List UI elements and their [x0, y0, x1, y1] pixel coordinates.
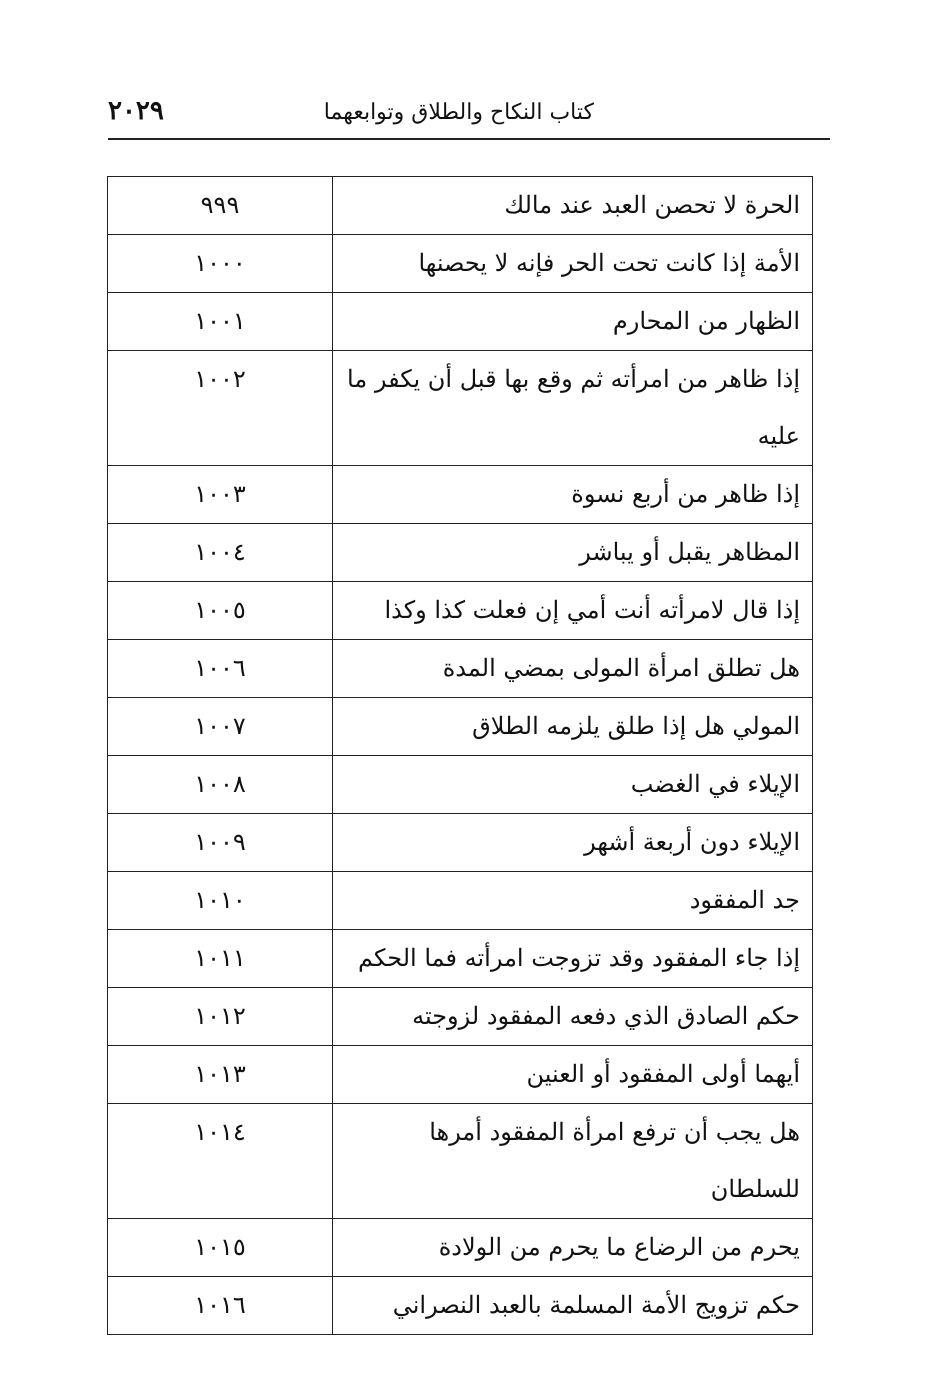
table-row: [108, 1104, 813, 1219]
page-number: ٢٠٢٩: [108, 96, 164, 126]
topic-cell: هل يجب أن ترفع امرأة المفقود أمرها للسلطان: [333, 1104, 813, 1219]
number-cell: ١٠٠٧: [108, 698, 333, 756]
running-title: كتاب النكاح والطلاق وتوابعهما: [323, 100, 594, 125]
table-row: [108, 293, 813, 351]
topic-cell: إذا ظاهر من امرأته ثم وقع بها قبل أن يكفر ما عليه: [333, 351, 813, 466]
topic-cell: المولي هل إذا طلق يلزمه الطلاق: [333, 698, 813, 756]
topic-cell: الإيلاء دون أربعة أشهر: [333, 814, 813, 872]
number-cell: ٩٩٩: [108, 177, 333, 235]
number-cell: ١٠١٠: [108, 872, 333, 930]
topic-cell: أيهما أولى المفقود أو العنين: [333, 1046, 813, 1104]
table-row: [108, 640, 813, 698]
table-row: [108, 1046, 813, 1104]
table-row: [108, 1219, 813, 1277]
table-row: [108, 524, 813, 582]
number-cell: ١٠٠٩: [108, 814, 333, 872]
number-cell: ١٠١٦: [108, 1277, 333, 1335]
table-row: [108, 698, 813, 756]
number-cell: ١٠٠٨: [108, 756, 333, 814]
topic-cell: الظهار من المحارم: [333, 293, 813, 351]
number-cell: ١٠٠٥: [108, 582, 333, 640]
number-cell: ١٠٠٢: [108, 351, 333, 466]
number-cell: ١٠٠٠: [108, 235, 333, 293]
topic-cell: إذا جاء المفقود وقد تزوجت امرأته فما الحكم: [333, 930, 813, 988]
topic-cell: يحرم من الرضاع ما يحرم من الولادة: [333, 1219, 813, 1277]
number-cell: ١٠٠١: [108, 293, 333, 351]
table-row: [108, 756, 813, 814]
table-row: [108, 582, 813, 640]
number-cell: ١٠١٥: [108, 1219, 333, 1277]
topic-cell: الإيلاء في الغضب: [333, 756, 813, 814]
number-cell: ١٠١٤: [108, 1104, 333, 1219]
topic-cell: الأمة إذا كانت تحت الحر فإنه لا يحصنها: [333, 235, 813, 293]
number-cell: ١٠١٣: [108, 1046, 333, 1104]
table-row: [108, 1277, 813, 1335]
table-row: [108, 930, 813, 988]
number-cell: ١٠١١: [108, 930, 333, 988]
number-cell: ١٠١٢: [108, 988, 333, 1046]
topic-cell: الحرة لا تحصن العبد عند مالك: [333, 177, 813, 235]
number-cell: ١٠٠٤: [108, 524, 333, 582]
table-row: [108, 466, 813, 524]
table-row: [108, 988, 813, 1046]
topic-cell: حكم تزويج الأمة المسلمة بالعبد النصراني: [333, 1277, 813, 1335]
topic-cell: المظاهر يقبل أو يباشر: [333, 524, 813, 582]
table-row: [108, 177, 813, 235]
topic-cell: هل تطلق امرأة المولى بمضي المدة: [333, 640, 813, 698]
index-table: [107, 176, 813, 1335]
topic-cell: إذا قال لامرأته أنت أمي إن فعلت كذا وكذا: [333, 582, 813, 640]
number-cell: ١٠٠٣: [108, 466, 333, 524]
number-cell: ١٠٠٦: [108, 640, 333, 698]
table-row: [108, 351, 813, 466]
index-table-body: [108, 177, 813, 1335]
table-row: [108, 814, 813, 872]
table-row: [108, 872, 813, 930]
topic-cell: إذا ظاهر من أربع نسوة: [333, 466, 813, 524]
topic-cell: حكم الصادق الذي دفعه المفقود لزوجته: [333, 988, 813, 1046]
topic-cell: جد المفقود: [333, 872, 813, 930]
page-header: [108, 96, 830, 140]
table-row: [108, 235, 813, 293]
